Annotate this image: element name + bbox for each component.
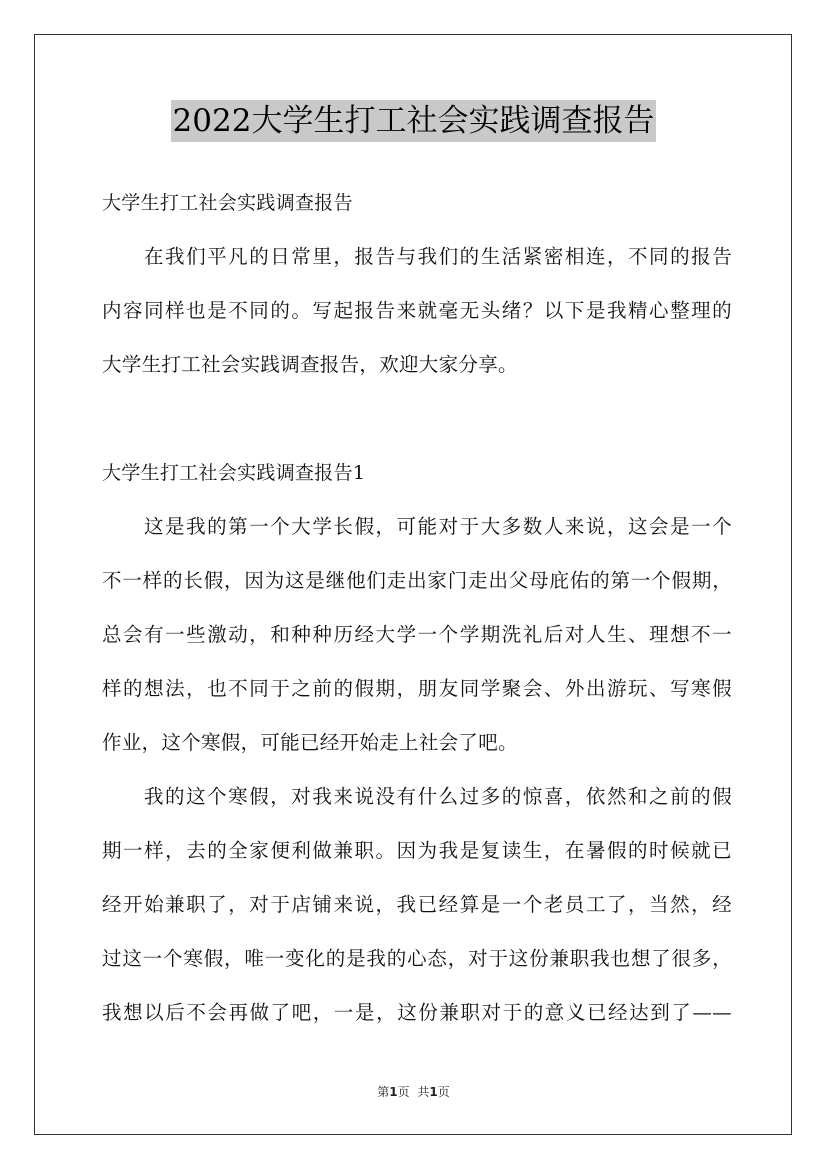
paragraph-1 [102,500,732,770]
paragraph-line: 内容同样也是不同的。写起报告来就毫无头绪？以下是我精心整理的 [102,299,732,322]
page-footer [0,1083,827,1100]
paragraph-line: 过这一个寒假，唯一变化的是我的心态，对于这份兼职我也想了很多， [102,947,732,970]
paragraph-line: 这是我的第一个大学长假，可能对于大多数人来说，这会是一个 [144,515,732,538]
section-heading: 大学生打工社会实践调查报告1 [102,462,366,484]
paragraph-line: 样的想法，也不同于之前的假期，朋友同学聚会、外出游玩、写寒假 [102,677,732,700]
total-pages: 1 [429,1085,438,1099]
subtitle: 大学生打工社会实践调查报告 [102,192,353,214]
total-suffix: 页 [437,1085,450,1099]
document-title: 2022大学生打工社会实践调查报告 [171,100,657,142]
paragraph-2 [102,770,732,1040]
page-prefix: 第 [377,1085,390,1099]
intro-paragraph [102,230,732,392]
paragraph-line: 我想以后不会再做了吧，一是，这份兼职对于的意义已经达到了—— [102,1001,732,1024]
total-prefix: 共 [417,1085,430,1099]
paragraph-line: 总会有一些激动，和种种历经大学一个学期洗礼后对人生、理想不一 [102,623,732,646]
paragraph-line: 我的这个寒假，对我来说没有什么过多的惊喜，依然和之前的假 [144,785,732,808]
paragraph-line: 在我们平凡的日常里，报告与我们的生活紧密相连，不同的报告 [144,245,732,268]
page-suffix: 页 [397,1085,410,1099]
paragraph-line: 期一样，去的全家便利做兼职。因为我是复读生，在暑假的时候就已 [102,839,732,862]
paragraph-line: 作业，这个寒假，可能已经开始走上社会了吧。 [102,731,518,754]
paragraph-line: 不一样的长假，因为这是继他们走出家门走出父母庇佑的第一个假期， [102,569,732,592]
paragraph-line: 经开始兼职了，对于店铺来说，我已经算是一个老员工了，当然，经 [102,893,732,916]
paragraph-line: 大学生打工社会实践调查报告，欢迎大家分享。 [102,353,518,376]
document-body [102,176,732,1040]
page-number: 1 [389,1085,398,1099]
title-wrap [0,100,827,142]
blank-line [102,392,732,446]
